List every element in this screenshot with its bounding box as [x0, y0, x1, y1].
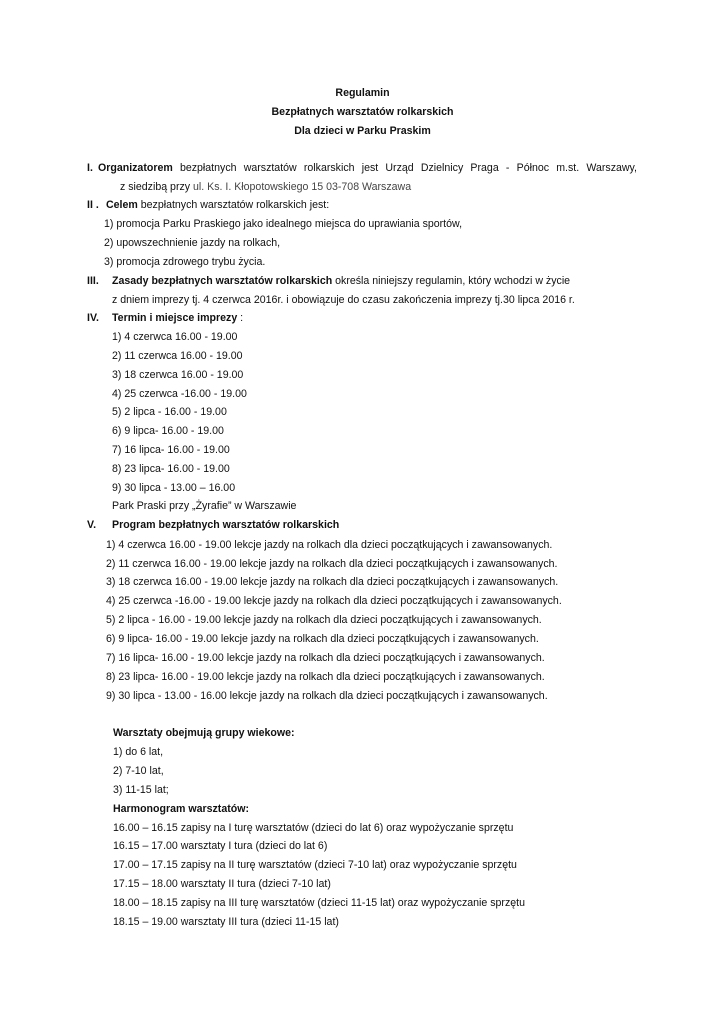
age-group-item: 3) 11-15 lat; [113, 784, 169, 796]
doc-subtitle-2: Dla dzieci w Parku Praskim [294, 125, 431, 137]
section-1-number: I. [87, 162, 93, 174]
section-2-item: 3) promocja zdrowego trybu życia. [104, 256, 266, 268]
doc-title: Regulamin [335, 87, 390, 99]
schedule-heading: Harmonogram warsztatów: [113, 803, 249, 815]
date-item: 1) 4 czerwca 16.00 - 19.00 [112, 331, 238, 343]
schedule-item: 18.15 – 19.00 warsztaty III tura (dzieci 11-15 lat) [113, 916, 339, 928]
date-item: 4) 25 czerwca -16.00 - 19.00 [112, 388, 247, 400]
event-place: Park Praski przy „Żyrafie” w Warszawie [112, 500, 297, 512]
schedule-item: 16.00 – 16.15 zapisy na I turę warsztatów (dzieci do lat 6) oraz wypożyczanie sprzętu [113, 822, 514, 834]
date-item: 9) 30 lipca - 13.00 – 16.00 [112, 482, 236, 494]
section-1-address-line: z siedzibą przy ul. Ks. I. Kłopotowskiego 15 03-708 Warszawa [120, 181, 412, 193]
program-item: 1) 4 czerwca 16.00 - 19.00 lekcje jazdy na rolkach dla dzieci początkujących i zawansowanych. [106, 539, 553, 551]
schedule-item: 16.15 – 17.00 warsztaty I tura (dzieci do lat 6) [113, 840, 328, 852]
section-2-number: II . [87, 199, 99, 211]
program-item: 3) 18 czerwca 16.00 - 19.00 lekcje jazdy na rolkach dla dzieci początkujących i zawansowanych. [106, 576, 559, 588]
section-3-continuation: z dniem imprezy tj. 4 czerwca 2016r. i obowiązuje do czasu zakończenia imprezy tj.30 lipca 2016 r. [112, 294, 575, 306]
date-item: 6) 9 lipca- 16.00 - 19.00 [112, 425, 224, 437]
section-2-item: 1) promocja Parku Praskiego jako idealnego miejsca do uprawiania sportów, [104, 218, 463, 230]
program-item: 8) 23 lipca- 16.00 - 19.00 lekcje jazdy na rolkach dla dzieci początkujących i zawansowanych. [106, 671, 545, 683]
section-1-text: Organizatorem bezpłatnych warsztatów rolkarskich jest Urząd Dzielnicy Praga - Północ m.st. Warszawy, [98, 162, 637, 174]
section-3-number: III. [87, 275, 99, 287]
program-item: 2) 11 czerwca 16.00 - 19.00 lekcje jazdy na rolkach dla dzieci początkujących i zawansowanych. [106, 558, 558, 570]
age-group-item: 2) 7-10 lat, [113, 765, 164, 777]
date-item: 8) 23 lipca- 16.00 - 19.00 [112, 463, 230, 475]
doc-subtitle: Bezpłatnych warsztatów rolkarskich [271, 106, 454, 118]
section-5-text: Program bezpłatnych warsztatów rolkarskich [112, 519, 340, 531]
section-2-item: 2) upowszechnienie jazdy na rolkach, [104, 237, 281, 249]
schedule-item: 18.00 – 18.15 zapisy na III turę warsztatów (dzieci 11-15 lat) oraz wypożyczanie sprzętu [113, 897, 525, 909]
date-item: 2) 11 czerwca 16.00 - 19.00 [112, 350, 243, 362]
section-2-text: Celem bezpłatnych warsztatów rolkarskich jest: [106, 199, 330, 211]
program-item: 6) 9 lipca- 16.00 - 19.00 lekcje jazdy na rolkach dla dzieci początkujących i zawansowanych. [106, 633, 539, 645]
address: ul. Ks. I. Kłopotowskiego 15 03-708 Warszawa [193, 181, 412, 193]
schedule-item: 17.00 – 17.15 zapisy na II turę warsztatów (dzieci 7-10 lat) oraz wypożyczanie sprzętu [113, 859, 517, 871]
section-4-number: IV. [87, 312, 99, 324]
section-4-text: Termin i miejsce imprezy : [112, 312, 244, 324]
program-item: 5) 2 lipca - 16.00 - 19.00 lekcje jazdy na rolkach dla dzieci początkujących i zawansowanych. [106, 614, 542, 626]
schedule-item: 17.15 – 18.00 warsztaty II tura (dzieci 7-10 lat) [113, 878, 331, 890]
date-item: 5) 2 lipca - 16.00 - 19.00 [112, 406, 227, 418]
section-3-text: Zasady bezpłatnych warsztatów rolkarskich określa niniejszy regulamin, który wchodzi w życie [112, 275, 571, 287]
date-item: 7) 16 lipca- 16.00 - 19.00 [112, 444, 230, 456]
program-item: 4) 25 czerwca -16.00 - 19.00 lekcje jazdy na rolkach dla dzieci początkujących i zawansowanych. [106, 595, 562, 607]
age-group-item: 1) do 6 lat, [113, 746, 164, 758]
program-item: 7) 16 lipca- 16.00 - 19.00 lekcje jazdy na rolkach dla dzieci początkujących i zawansowanych. [106, 652, 545, 664]
age-groups-heading: Warsztaty obejmują grupy wiekowe: [113, 727, 295, 739]
program-item: 9) 30 lipca - 13.00 - 16.00 lekcje jazdy na rolkach dla dzieci początkujących i zawansowanych. [106, 690, 548, 702]
section-5-number: V. [87, 519, 97, 531]
date-item: 3) 18 czerwca 16.00 - 19.00 [112, 369, 244, 381]
